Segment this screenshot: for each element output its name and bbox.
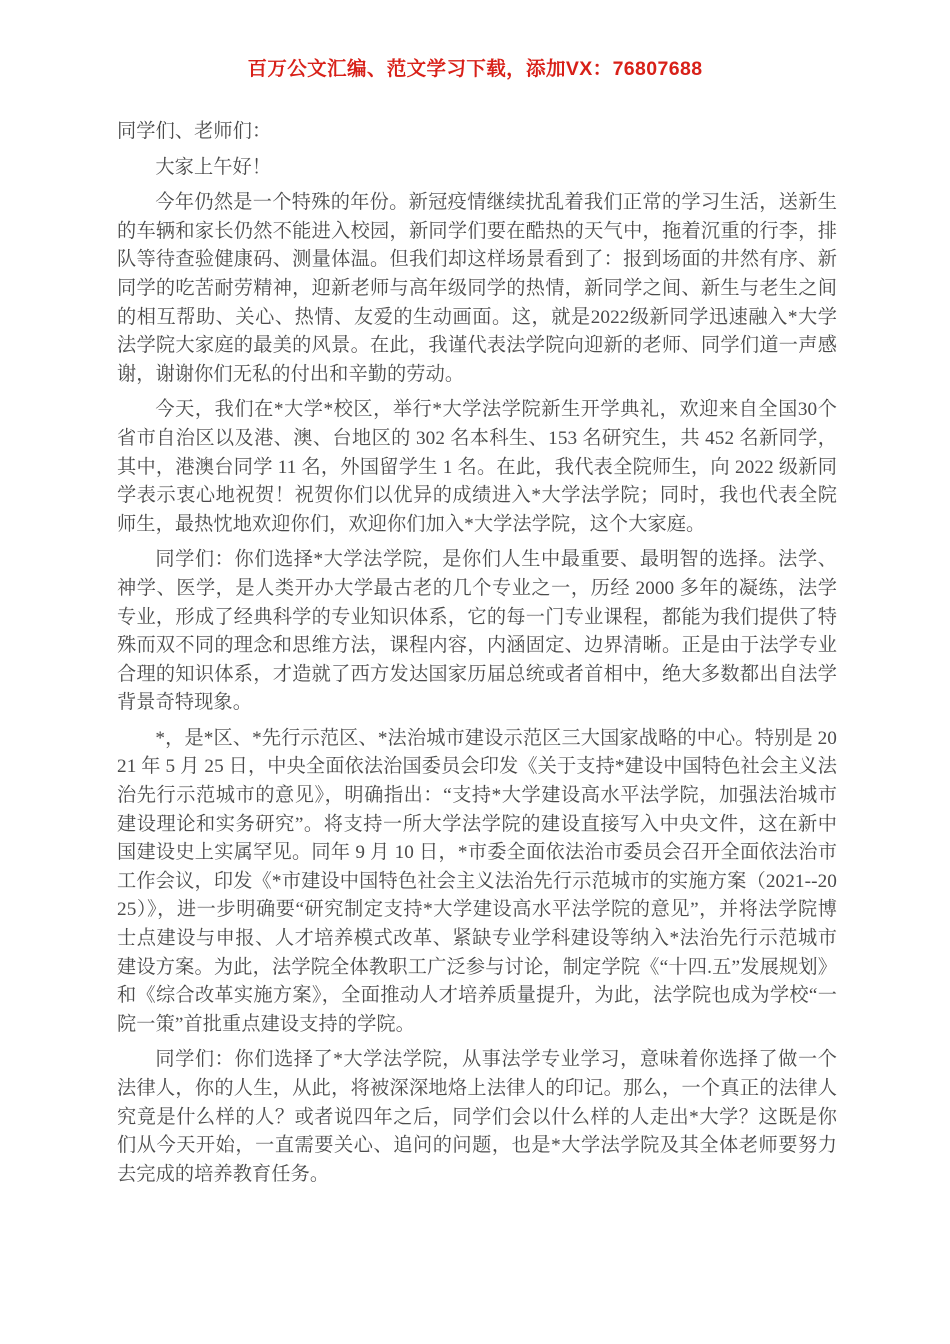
paragraph-salutation: 同学们、老师们： — [117, 121, 272, 142]
paragraph-1: 今年仍然是一个特殊的年份。新冠疫情继续扰乱着我们正常的学习生活，送新生的车辆和家长仍然不能进入校园，新同学们要在酷热的天气中，拖着沉重的行李，排队等待查验健康码、测量体温。但我们却这样场景看到了：报到场面的井然有序、新同学的吃苦耐劳精神，迎新老师与高年级同学的热情，新同学之间、新生与老生之间的相互帮助、关心、热情、友爱的生动画面。这，就是2022级新同学迅速融入*大学法学院大家庭的最美的风景。在此，我谨代表法学院向迎新的老师、同学们道一声感谢，谢谢你们无私的付出和辛勤的劳动。 — [117, 192, 837, 385]
paragraph-3: 同学们：你们选择*大学法学院，是你们人生中最重要、最明智的选择。法学、神学、医学，是人类开办大学最古老的几个专业之一，历经 2000 多年的凝练，法学专业，形成了经典科学的专业知识体系，它的每一门专业课程，都能为我们提供了特殊而双不同的理念和思维方法，课程内容，内涵固定、边界清晰。正是由于法学专业合理的知识体系，才造就了西方发达国家历届总统或者首相中，绝大多数都出自法学背景奇特现象。 — [117, 549, 837, 714]
paragraph-greeting: 大家上午好！ — [155, 156, 272, 178]
paragraph-5: 同学们：你们选择了*大学法学院，从事法学专业学习，意味着你选择了做一个法律人，你的人生，从此，将被深深地烙上法律人的印记。那么，一个真正的法律人究竟是什么样的人？或者说四年之后，同学们会以什么样的人走出*大学？这既是你们从今天开始，一直需要关心、追问的问题，也是*大学法学院及其全体老师要努力去完成的培养教育任务。 — [117, 1049, 837, 1185]
promo-header-text: 百万公文汇编、范文学习下载，添加VX：76807688 — [247, 58, 703, 80]
document-body — [117, 118, 837, 1189]
paragraph-4: *，是*区、*先行示范区、*法治城市建设示范区三大国家战略的中心。特别是 2021 年 5 月 25 日，中央全面依法治国委员会印发《关于支持*建设中国特色社会主义法治先行示范城市的意见》，明确指出：“支持*大学建设高水平法学院，加强法治城市建设理论和实务研究”。将支持一所大学法学院的建设直接写入中央文件，这在新中国建设史上实属罕见。同年 9 月 10 日，*市委全面依法治市委员会召开全面依法治市工作会议，印发《*市建设中国特色社会主义法治先行示范城市的实施方案（2021--2025）》，进一步明确要“研究制定支持*大学建设高水平法学院的意见”，并将法学院博士点建设与申报、人才培养模式改革、紧缺专业学科建设等纳入*法治先行示范城市建设方案。为此，法学院全体教职工广泛参与讨论，制定学院《“十四.五”发展规划》和《综合改革实施方案》，全面推动人才培养质量提升，为此，法学院也成为学校“一院一策”首批重点建设支持的学院。 — [117, 727, 837, 1035]
paragraph-2: 今天，我们在*大学*校区，举行*大学法学院新生开学典礼，欢迎来自全国30个省市自治区以及港、澳、台地区的 302 名本科生、153 名研究生，共 452 名新同学，其中，港澳台同学 11 名，外国留学生 1 名。在此，我代表全院师生，向 2022 级新同学表示衷心地祝贺！祝贺你们以优异的成绩进入*大学法学院；同时，我也代表全院师生，最热忱地欢迎你们，欢迎你们加入*大学法学院，这个大家庭。 — [117, 399, 837, 535]
